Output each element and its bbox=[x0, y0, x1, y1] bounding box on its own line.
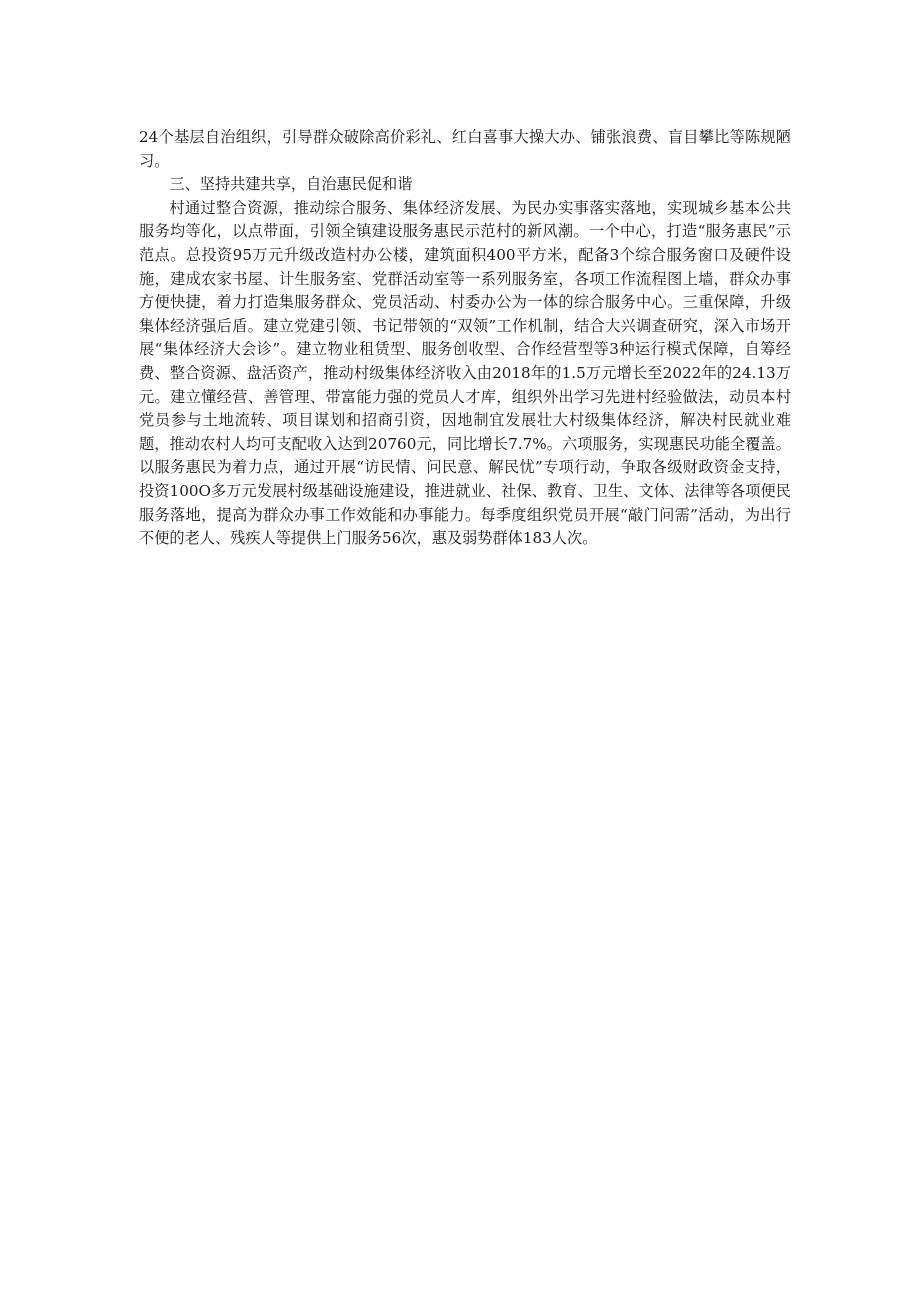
continuation-paragraph: 24个基层自治组织，引导群众破除高价彩礼、红白喜事大操大办、铺张浪费、盲目攀比等陈规陋习。 bbox=[139, 128, 791, 170]
document-body bbox=[139, 126, 791, 551]
section-heading: 三、坚持共建共享，自治惠民促和谐 bbox=[169, 175, 413, 194]
body-paragraph: 村通过整合资源，推动综合服务、集体经济发展、为民办实事落实落地，实现城乡基本公共服务均等化，以点带面，引领全镇建设服务惠民示范村的新风潮。一个中心，打造“服务惠民”示范点。总投资95万元升级改造村办公楼，建筑面积400平方米，配备3个综合服务窗口及硬件设施，建成农家书屋、计生服务室、党群活动室等一系列服务室，各项工作流程图上墙，群众办事方便快捷，着力打造集服务群众、党员活动、村委办公为一体的综合服务中心。三重保障，升级集体经济强后盾。建立党建引领、书记带领的“双领”工作机制，结合大兴调查研究，深入市场开展“集体经济大会诊”。建立物业租赁型、服务创收型、合作经营型等3种运行模式保障，自筹经费、整合资源、盘活资产，推动村级集体经济收入由2018年的1.5万元增长至2022年的24.13万元。建立懂经营、善管理、带富能力强的党员人才库，组织外出学习先进村经验做法，动员本村党员参与土地流转、项目谋划和招商引资，因地制宜发展壮大村级集体经济，解决村民就业难题，推动农村人均可支配收入达到20760元，同比增长7.7%。六项服务，实现惠民功能全覆盖。以服务惠民为着力点，通过开展“访民情、问民意、解民忧”专项行动，争取各级财政资金支持，投资100O多万元发展村级基础设施建设，推进就业、社保、教育、卫生、文体、法律等各项便民服务落地，提高为群众办事工作效能和办事能力。每季度组织党员开展“敲门问需”活动，为出行不便的老人、残疾人等提供上门服务56次，惠及弱势群体183人次。 bbox=[139, 198, 791, 548]
